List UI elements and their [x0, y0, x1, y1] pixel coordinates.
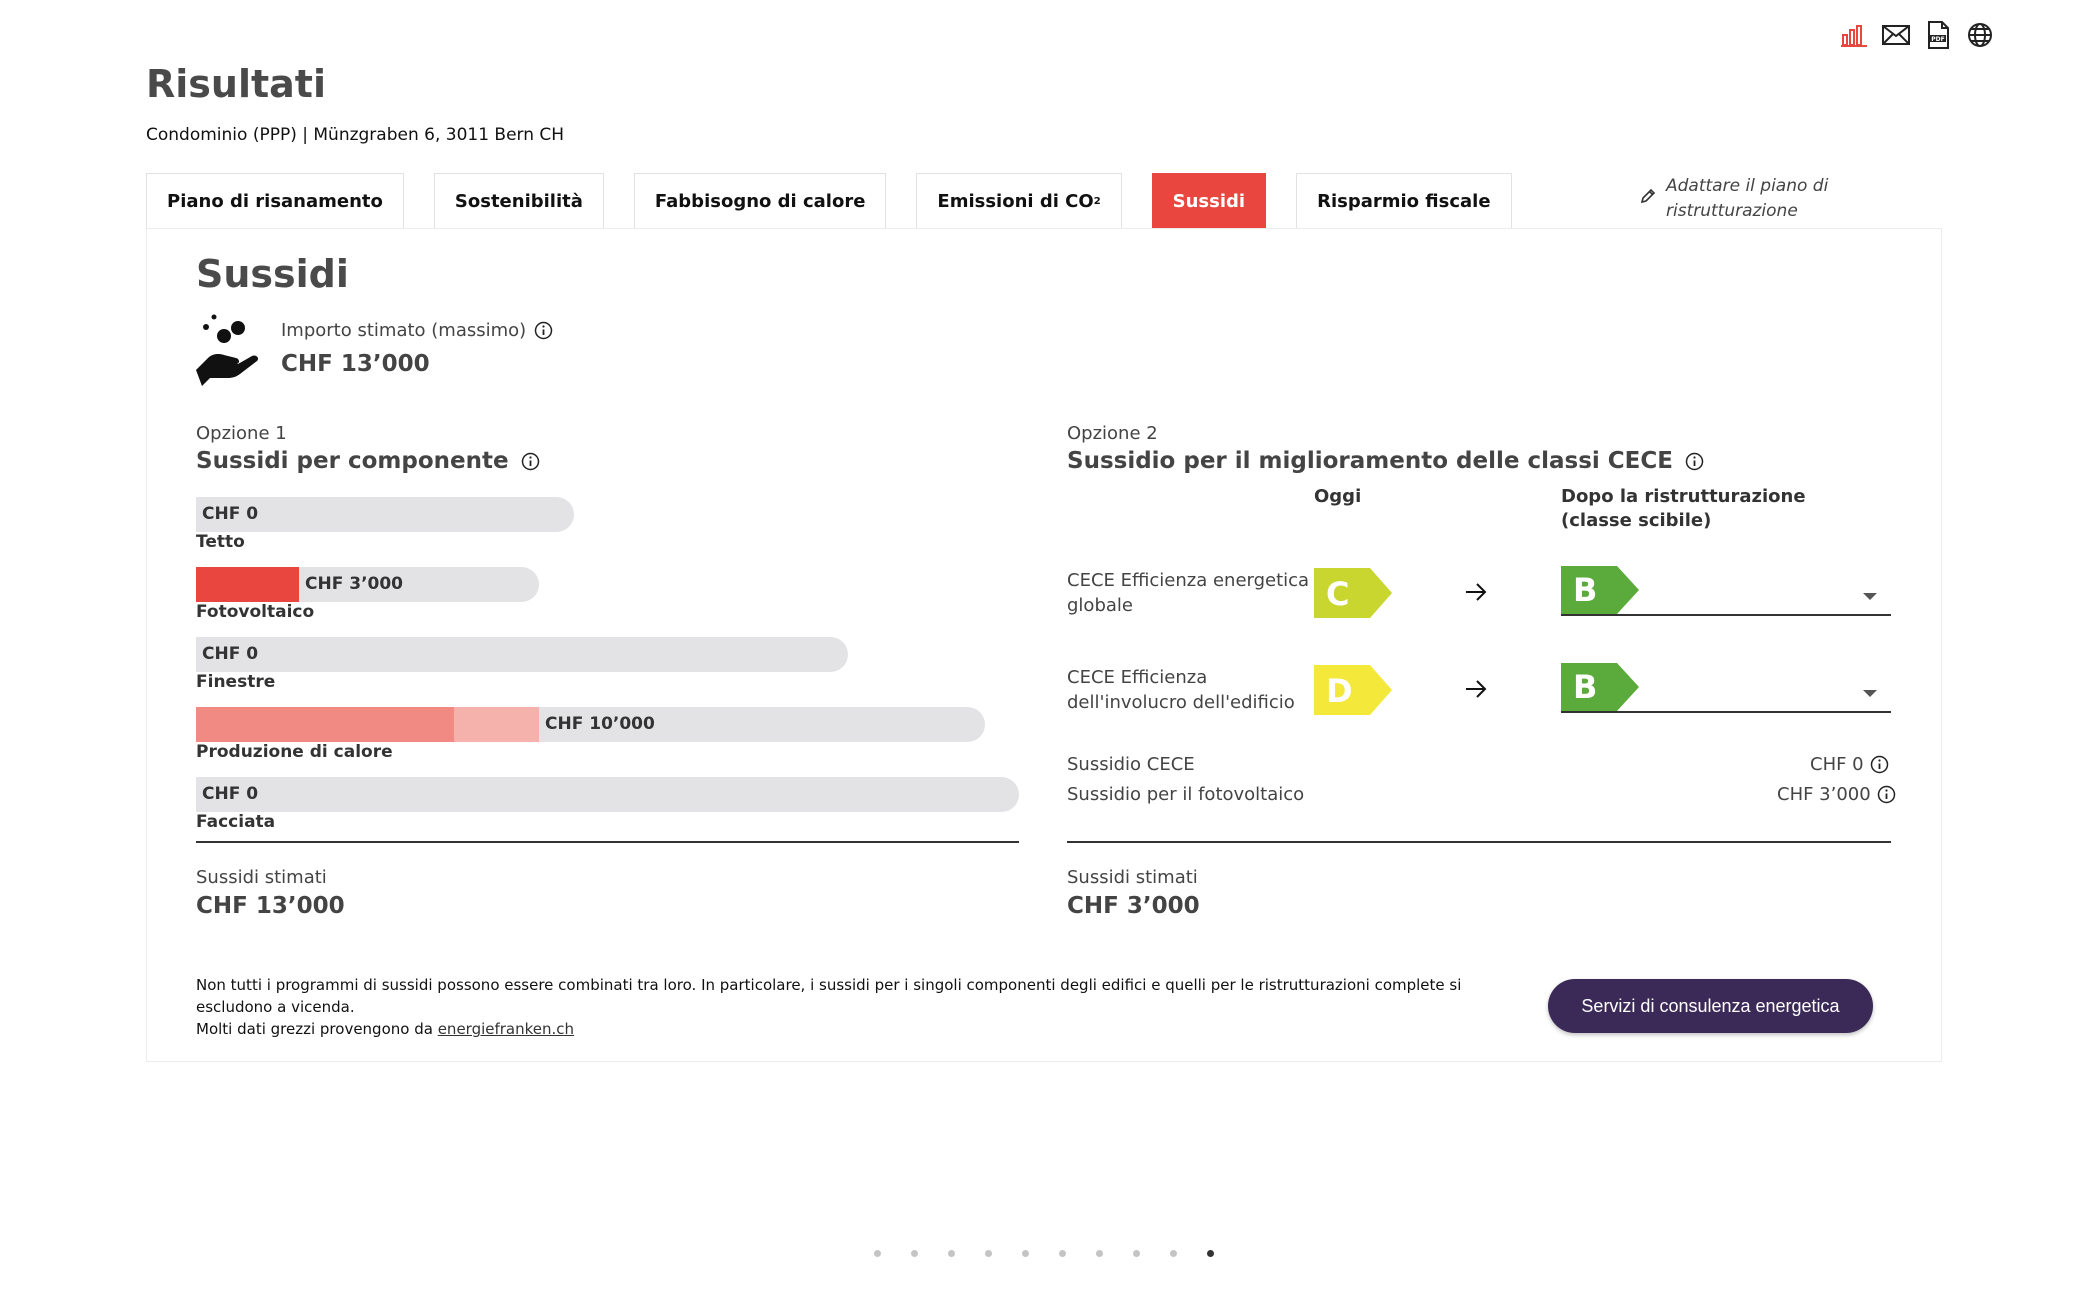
pagination-dot[interactable] [1133, 1250, 1140, 1257]
globe-icon[interactable] [1966, 20, 1994, 50]
bar-track-finestre [196, 637, 848, 672]
option1-sum-label: Sussidi stimati [196, 867, 327, 888]
tab-label: Sussidi [1172, 190, 1246, 212]
info-icon[interactable] [534, 321, 553, 340]
bar-label: Fotovoltaico [196, 602, 315, 622]
column-header-today: Oggi [1314, 486, 1362, 507]
pagination-dot[interactable] [874, 1250, 881, 1257]
tab-piano-risanamento[interactable] [146, 173, 404, 228]
option2-title: Sussidio per il miglioramento delle classi CECE [1067, 448, 1673, 474]
bar-label: Finestre [196, 672, 276, 692]
pagination-dot[interactable] [1022, 1250, 1029, 1257]
tab-fabbisogno-calore[interactable] [634, 173, 887, 228]
target-class-select[interactable] [1561, 663, 1891, 713]
cece-row-label: CECE Efficienza dell'involucro dell'edificio [1067, 667, 1295, 713]
energy-class-badge-after [1561, 663, 1641, 715]
energy-class-letter: B [1573, 668, 1598, 706]
cece-row-label: CECE Efficienza energetica globale [1067, 570, 1310, 616]
footnote-source-prefix: Molti dati grezzi provengono da [196, 1020, 433, 1038]
energy-consulting-button[interactable]: Servizi di consulenza energetica [1548, 979, 1873, 1033]
bar-value: CHF 10’000 [545, 714, 655, 734]
estimate-value: CHF 13’000 [281, 351, 430, 377]
toolbar-icons [1840, 20, 1994, 50]
pagination-dot[interactable] [1059, 1250, 1066, 1257]
energy-class-badge-after [1561, 566, 1641, 618]
column-header-after: Dopo la ristrutturazione (classe scibile) [1561, 486, 1806, 531]
energy-class-badge-today [1314, 568, 1394, 622]
tab-emissioni-co2[interactable] [916, 173, 1121, 228]
hand-coins-icon [194, 312, 264, 392]
bar-label: Produzione di calore [196, 742, 393, 762]
edit-plan-label: Adattare il piano di ristrutturazione [1666, 176, 1829, 221]
bar-fill-produzione-calore-secondary [454, 707, 539, 742]
svg-text:PDF: PDF [1931, 36, 1945, 43]
estimate-label: Importo stimato (massimo) [281, 320, 527, 341]
bar-label: Tetto [196, 532, 245, 552]
bar-value: CHF 0 [202, 504, 259, 524]
subsidy-line-value: CHF 0 [1810, 754, 1864, 775]
energy-class-letter: C [1326, 575, 1350, 613]
option1-sum-value: CHF 13’000 [196, 893, 345, 919]
option1-label: Opzione 1 [196, 423, 287, 444]
info-icon[interactable] [1870, 755, 1889, 774]
info-icon[interactable] [521, 452, 540, 471]
pagination-dot[interactable] [1170, 1250, 1177, 1257]
subsidy-line-value-row [1810, 754, 1889, 775]
bar-value: CHF 0 [202, 784, 259, 804]
subsidy-line-label: Sussidio per il fotovoltaico [1067, 784, 1305, 805]
energy-class-letter: B [1573, 571, 1598, 609]
bar-label: Facciata [196, 812, 276, 832]
results-tabs [146, 173, 1542, 228]
bar-track-facciata [196, 777, 1019, 812]
energy-class-letter: D [1326, 672, 1353, 710]
bar-value: CHF 3’000 [305, 574, 404, 594]
bar-value: CHF 0 [202, 644, 259, 664]
mail-icon[interactable] [1882, 20, 1910, 50]
footnote-text: Non tutti i programmi di sussidi possono essere combinati tra loro. In particolare, i sussidi per i singoli componenti degli edifici e quelli per le ristrutturazioni complete si escludono a vicenda. [196, 976, 1462, 1016]
pagination-dot[interactable] [985, 1250, 992, 1257]
footnote [196, 974, 1526, 1040]
target-class-select[interactable] [1561, 566, 1891, 616]
property-address: Condominio (PPP) | Münzgraben 6, 3011 Bern CH [146, 125, 565, 145]
bar-fill-produzione-calore [196, 707, 454, 742]
energy-class-badge-today [1314, 665, 1394, 719]
chevron-down-icon [1863, 683, 1877, 702]
subsidy-line-label: Sussidio CECE [1067, 754, 1195, 775]
tab-risparmio-fiscale[interactable] [1296, 173, 1511, 228]
tab-label: Risparmio fiscale [1317, 190, 1491, 212]
tab-sostenibilita[interactable] [434, 173, 604, 228]
option2-sum-value: CHF 3’000 [1067, 893, 1200, 919]
option2-sum-label: Sussidi stimati [1067, 867, 1198, 888]
bar-chart-icon[interactable] [1840, 20, 1868, 50]
pdf-icon[interactable] [1924, 20, 1952, 50]
pagination-dot[interactable] [911, 1250, 918, 1257]
tab-label: Sostenibilità [454, 190, 583, 212]
pencil-icon [1640, 188, 1656, 208]
estimate-label-row [281, 320, 553, 341]
subsidy-line-value: CHF 3’000 [1777, 784, 1871, 805]
option2-label: Opzione 2 [1067, 423, 1158, 444]
option1-title-row [196, 448, 540, 474]
divider [196, 841, 1019, 843]
bar-fill-fotovoltaico [196, 567, 299, 602]
option2-title-row [1067, 448, 1704, 474]
option1-title: Sussidi per componente [196, 448, 509, 474]
tab-label: Piano di risanamento [167, 190, 383, 212]
pagination-dot-active[interactable] [1207, 1250, 1214, 1257]
tab-label-subscript: 2 [1093, 195, 1101, 207]
page-title: Risultati [146, 62, 326, 106]
info-icon[interactable] [1877, 785, 1896, 804]
subsidy-line-value-row [1777, 784, 1896, 805]
edit-plan-link[interactable] [1640, 174, 1856, 224]
pagination-dot[interactable] [1096, 1250, 1103, 1257]
pagination-dot[interactable] [948, 1250, 955, 1257]
energiefranken-link[interactable]: energiefranken.ch [437, 1020, 575, 1038]
pagination-dots [874, 1250, 1214, 1257]
tab-label: Emissioni di CO [937, 190, 1094, 212]
arrow-right-icon [1465, 582, 1487, 606]
divider [1067, 841, 1891, 843]
info-icon[interactable] [1685, 452, 1704, 471]
arrow-right-icon [1465, 679, 1487, 703]
section-title: Sussidi [196, 252, 349, 296]
chevron-down-icon [1863, 586, 1877, 605]
footnote-source [196, 1018, 1526, 1040]
tab-sussidi[interactable] [1152, 173, 1266, 228]
tab-label: Fabbisogno di calore [654, 190, 866, 212]
